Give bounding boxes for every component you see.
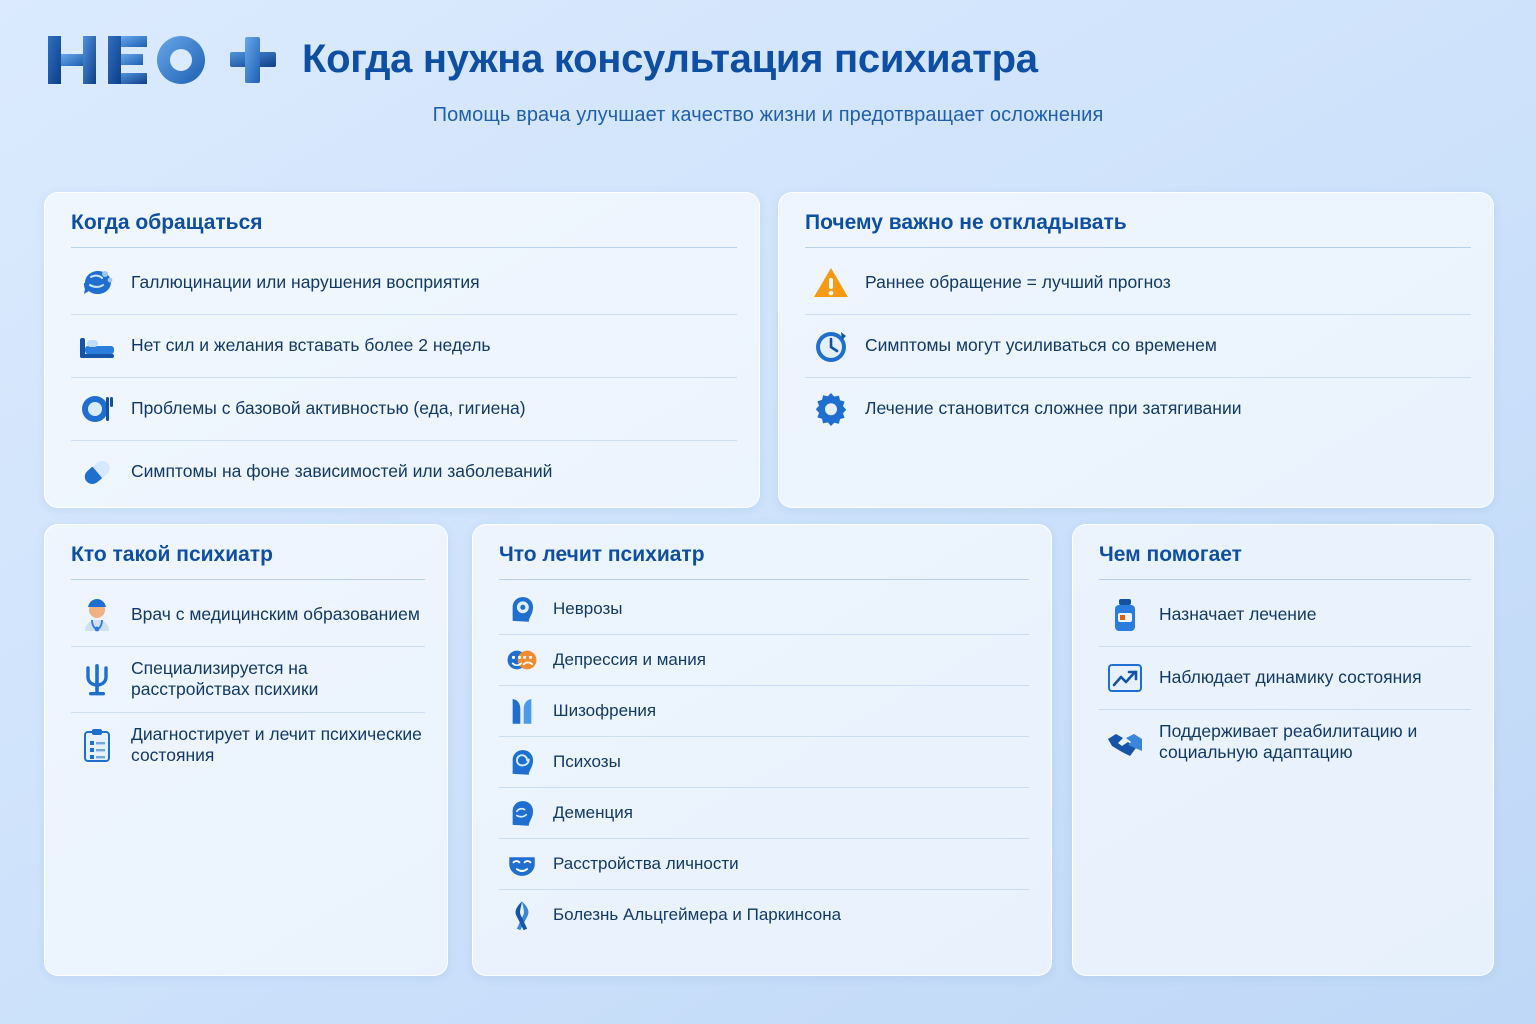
masks-icon [505, 847, 539, 881]
list-item [1099, 710, 1471, 775]
list-item-label: Симптомы на фоне зависимостей или заболеваний [131, 461, 553, 482]
list-item-label: Раннее обращение = лучший прогноз [865, 272, 1171, 293]
clock-icon [811, 326, 851, 366]
card-why-not-delay [778, 192, 1494, 508]
list-item [805, 315, 1471, 378]
card-item-list [499, 584, 1029, 940]
list-item-label: Поддерживает реабилитацию и социальную адаптацию [1159, 721, 1418, 763]
list-item-label: Психозы [553, 751, 621, 771]
two-faces-icon [505, 643, 539, 677]
list-item [499, 839, 1029, 890]
card-title: Почему важно не откладывать [805, 211, 1471, 248]
page-title: Когда нужна консультация психиатра [302, 36, 1038, 81]
list-item [499, 890, 1029, 940]
header [0, 0, 1536, 92]
list-item [71, 315, 737, 378]
list-item-label: Депрессия и мания [553, 649, 706, 669]
brain-icon [77, 263, 117, 303]
list-item-label: Диагностирует и лечит психические состояния [131, 723, 422, 766]
list-item [499, 737, 1029, 788]
list-item [71, 378, 737, 441]
list-item [71, 252, 737, 315]
list-item [499, 686, 1029, 737]
warning-triangle-icon [811, 263, 851, 303]
list-item [1099, 584, 1471, 647]
card-how-helps [1072, 524, 1494, 976]
card-when-to-contact [44, 192, 760, 508]
list-item [1099, 647, 1471, 710]
list-item-label: Галлюцинации или нарушения восприятия [131, 272, 480, 293]
list-item-label: Деменция [553, 802, 633, 822]
split-head-icon [505, 694, 539, 728]
list-item-label: Назначает лечение [1159, 604, 1317, 625]
psi-symbol-icon [77, 659, 117, 699]
card-title: Когда обращаться [71, 211, 737, 248]
card-who-is-psychiatrist [44, 524, 448, 976]
card-item-list [805, 252, 1471, 440]
pill-icon [77, 452, 117, 492]
gear-icon [811, 389, 851, 429]
ribbon-icon [505, 898, 539, 932]
plate-fork-icon [77, 389, 117, 429]
list-item [499, 584, 1029, 635]
card-item-list [1099, 584, 1471, 775]
list-item-label: Специализируется на расстройствах психики [131, 658, 319, 700]
list-item [805, 378, 1471, 440]
list-item-label: Лечение становится сложнее при затягивании [865, 398, 1242, 419]
list-item [805, 252, 1471, 315]
list-item-label: Нет сил и желания вставать более 2 недель [131, 335, 491, 356]
page-subtitle: Помощь врача улучшает качество жизни и предотвращает осложнения [432, 104, 1104, 126]
neo-plus-logo [44, 26, 284, 92]
card-what-psychiatrist-treats [472, 524, 1052, 976]
medicine-bottle-icon [1105, 595, 1145, 635]
head-swirl-icon [505, 745, 539, 779]
list-item-label: Симптомы могут усиливаться со временем [865, 335, 1217, 356]
doctor-icon [77, 595, 117, 635]
list-item-label: Болезнь Альцгеймера и Паркинсона [553, 904, 842, 924]
card-title: Чем помогает [1099, 543, 1471, 580]
list-item-label: Наблюдает динамику состояния [1159, 667, 1422, 688]
card-item-list [71, 252, 737, 503]
list-item [499, 635, 1029, 686]
card-title: Кто такой психиатр [71, 543, 425, 580]
handshake-icon [1105, 722, 1145, 762]
list-item [71, 647, 425, 713]
list-item-label: Врач с медицинским образованием [131, 604, 420, 625]
list-item-label: Расстройства личности [553, 853, 739, 873]
list-item-label: Шизофрения [553, 700, 657, 720]
head-gear-icon [505, 592, 539, 626]
card-title: Что лечит психиатр [499, 543, 1029, 580]
clipboard-icon [77, 725, 117, 765]
chart-up-icon [1105, 658, 1145, 698]
list-item-label: Проблемы с базовой активностью (еда, гигиена) [131, 398, 526, 419]
card-item-list [71, 584, 425, 777]
list-item-label: Неврозы [553, 598, 623, 618]
list-item [71, 441, 737, 503]
bed-icon [77, 326, 117, 366]
list-item [499, 788, 1029, 839]
head-brain-icon [505, 796, 539, 830]
list-item [71, 713, 425, 778]
list-item [71, 584, 425, 647]
